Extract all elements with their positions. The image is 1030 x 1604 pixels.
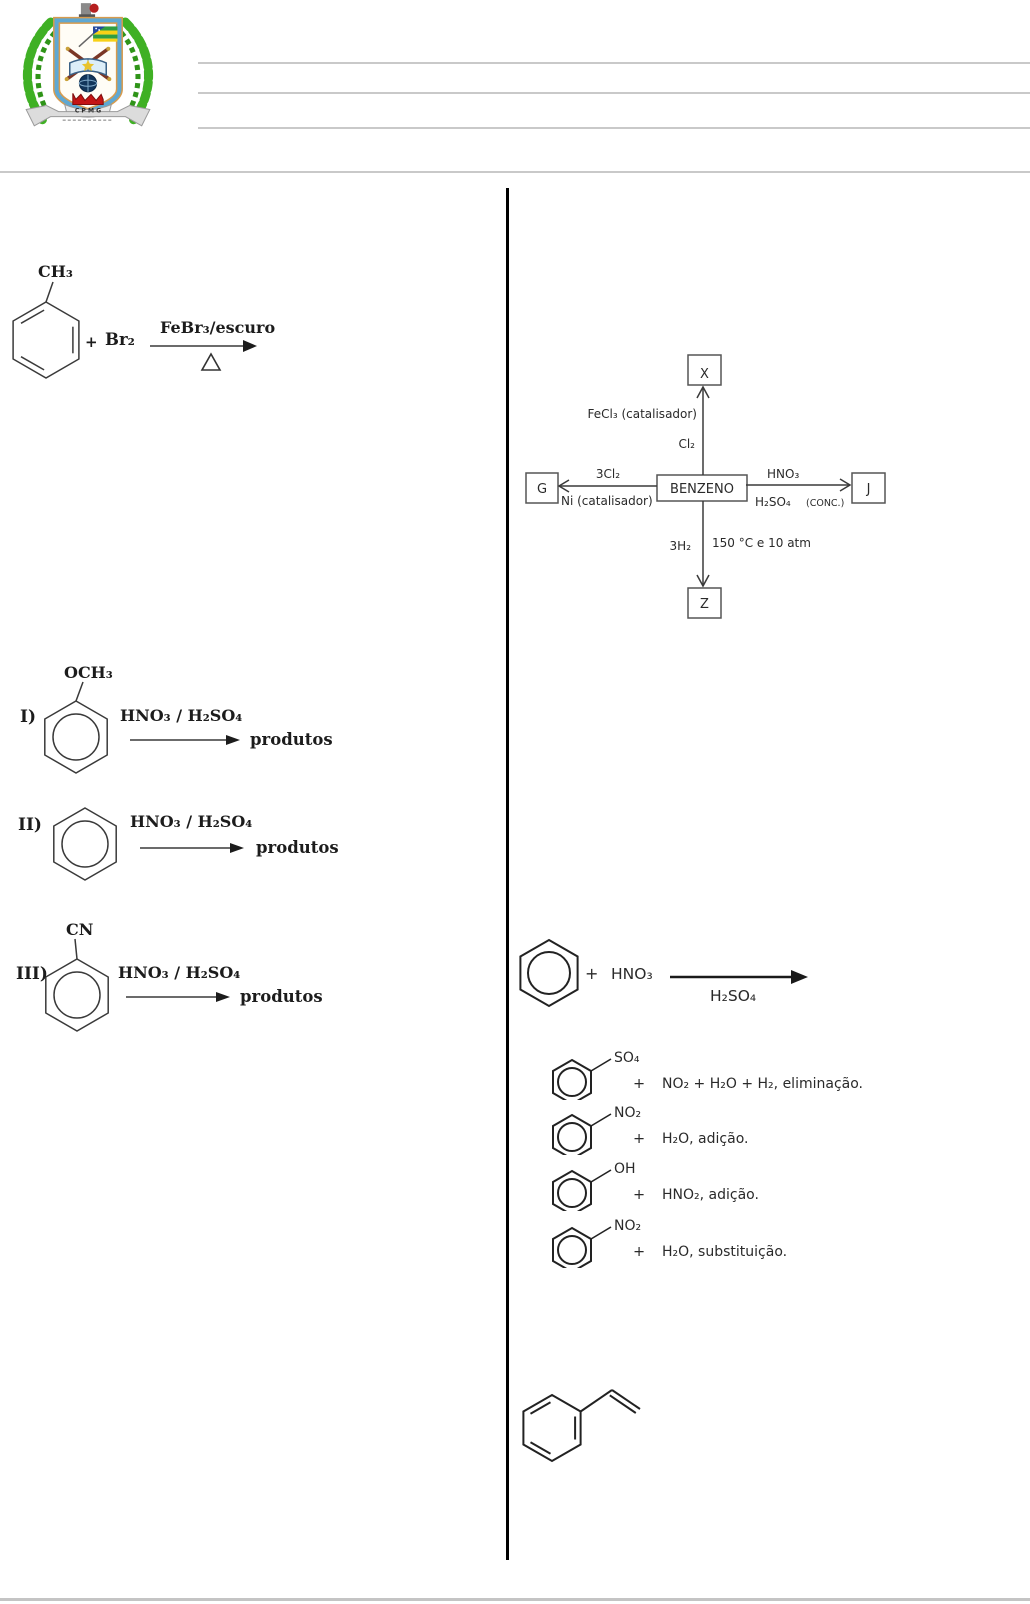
option-products-text: H₂O, substituição.	[662, 1244, 788, 1260]
arrow-left	[559, 480, 657, 492]
plus-sign: +	[85, 333, 98, 351]
node-x-label: X	[700, 367, 709, 382]
right-label-hno3: HNO₃	[767, 467, 800, 481]
up-label-cl2: Cl₂	[678, 437, 695, 451]
substituent-label: OH	[614, 1161, 636, 1177]
arrow-up	[697, 387, 709, 475]
helmet-crest-icon	[79, 3, 99, 18]
crest-acronym: C P M G	[74, 107, 102, 115]
header-line-2	[198, 92, 1030, 94]
option-products-text: NO₂ + H₂O + H₂, eliminação.	[662, 1076, 863, 1092]
reaction-arrow	[130, 735, 240, 745]
substituent-label: NO₂	[614, 1218, 642, 1234]
reagent-hno3: HNO₃	[611, 965, 653, 983]
vinyl-group	[581, 1390, 640, 1413]
node-j-label: J	[866, 482, 871, 497]
option-products-text: HNO₂, adição.	[662, 1187, 759, 1203]
reaction-toluene-bromination	[0, 245, 300, 385]
nitration-item-2	[0, 790, 340, 895]
nitration-item-1	[0, 650, 340, 775]
right-label-conc: (CONC.)	[806, 498, 845, 509]
benzene-map-diagram	[505, 340, 905, 635]
plus-sign: +	[585, 964, 599, 983]
anisole-substituent-label: OCH₃	[64, 663, 113, 682]
substituent-label: SO₄	[614, 1050, 640, 1066]
reaction-benzene-nitration	[505, 920, 925, 1012]
arrow-conditions-label: FeBr₃/escuro	[160, 318, 276, 337]
plus-sign: +	[633, 1244, 646, 1260]
school-crest-logo	[12, 0, 164, 136]
left-label-ni: Ni (catalisador)	[561, 494, 653, 508]
benzonitrile-substituent-label: CN	[66, 920, 94, 939]
option-row-2	[505, 1097, 1030, 1155]
header-rule	[0, 171, 1030, 173]
node-benzeno-label: BENZENO	[670, 482, 734, 497]
product-label: produtos	[250, 730, 333, 749]
structure-benzene-no2	[553, 1227, 611, 1268]
plus-sign: +	[633, 1076, 646, 1092]
structure-toluene	[13, 262, 79, 378]
item-label: I)	[20, 707, 36, 727]
page-bottom-rule	[0, 1598, 1030, 1601]
product-label: produtos	[240, 987, 323, 1006]
globe-icon	[79, 75, 96, 92]
up-label-fecl3: FeCl₃ (catalisador)	[587, 407, 697, 421]
structure-anisole	[45, 682, 107, 773]
down-label-3h2: 3H₂	[669, 539, 691, 553]
reaction-arrow	[150, 340, 257, 352]
plus-sign: +	[633, 1131, 646, 1147]
toluene-substituent-label: CH₃	[38, 262, 73, 281]
structure-benzene-no2	[553, 1114, 611, 1155]
reaction-arrow	[126, 992, 230, 1002]
reaction-arrow	[670, 970, 808, 984]
structure-phenol	[553, 1170, 611, 1211]
reagent-br2: Br₂	[105, 330, 135, 349]
structure-styrene	[505, 1355, 715, 1475]
structure-benzonitrile	[46, 939, 108, 1031]
down-label-conditions: 150 °C e 10 atm	[712, 536, 811, 550]
item-label: III)	[16, 964, 48, 984]
item-label: II)	[18, 815, 42, 835]
heat-delta-icon	[202, 354, 220, 370]
arrow-down	[697, 501, 709, 586]
node-z-label: Z	[700, 597, 709, 612]
header-line-3	[198, 127, 1030, 129]
option-products-text: H₂O, adição.	[662, 1131, 749, 1147]
nitration-item-3	[0, 905, 340, 1040]
option-row-3	[505, 1153, 1030, 1211]
structure-benzene	[54, 808, 116, 880]
reagent-label: HNO₃ / H₂SO₄	[120, 706, 243, 725]
substituent-label: NO₂	[614, 1105, 642, 1121]
catalyst-h2so4: H₂SO₄	[710, 987, 757, 1005]
left-label-3cl2: 3Cl₂	[595, 467, 621, 481]
structure-benzene-so4	[553, 1059, 611, 1100]
option-row-1	[505, 1042, 1030, 1100]
node-g-label: G	[536, 482, 548, 497]
header-line-1	[198, 62, 1030, 64]
reaction-arrow	[140, 843, 244, 853]
right-label-h2so4: H₂SO₄	[755, 495, 791, 509]
product-label: produtos	[256, 838, 339, 857]
reagent-label: HNO₃ / H₂SO₄	[118, 963, 241, 982]
plus-sign: +	[633, 1187, 646, 1203]
structure-benzene	[520, 940, 577, 1006]
reagent-label: HNO₃ / H₂SO₄	[130, 812, 253, 831]
option-row-4	[505, 1210, 1030, 1268]
benzene-ring	[523, 1395, 580, 1461]
